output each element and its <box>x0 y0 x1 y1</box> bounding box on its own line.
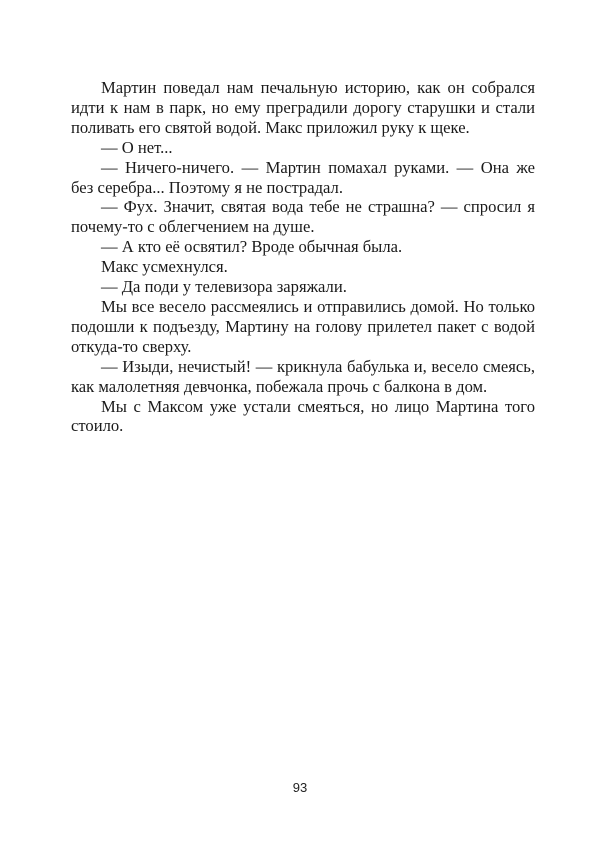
body-text <box>71 78 535 436</box>
paragraph-3: — Ничего-ничего. — Мартин помахал руками. — Она же без серебра... Поэтому я не пострадал. <box>71 157 535 197</box>
paragraph-8: Мы все весело рассмеялись и отправились домой. Но только подошли к подъезду, Мартину на голову прилетел пакет с водой откуда-то сверху. <box>71 296 535 356</box>
paragraph-6: Макс усмехнулся. <box>101 257 228 277</box>
paragraph-10: Мы с Максом уже устали смеяться, но лицо Мартина того стоило. <box>71 396 535 436</box>
paragraph-5: — А кто её освятил? Вроде обычная была. <box>101 237 403 257</box>
paragraph-7: — Да поди у телевизора заряжали. <box>101 277 347 297</box>
paragraph-1: Мартин поведал нам печальную историю, как он собрался идти к нам в парк, но ему преградили дорогу старушки и стали поливать его святой водой. Макс приложил руку к щеке. <box>71 78 535 137</box>
page-number: 93 <box>292 780 308 795</box>
paragraph-4: — Фух. Значит, святая вода тебе не страшна? — спросил я почему-то с облегчением на душе. <box>71 197 535 237</box>
paragraph-2: — О нет... <box>101 137 173 157</box>
paragraph-9: — Изыди, нечистый! — крикнула бабулька и, весело смеясь, как малолетняя девчонка, побежала прочь с балкона в дом. <box>71 356 535 396</box>
